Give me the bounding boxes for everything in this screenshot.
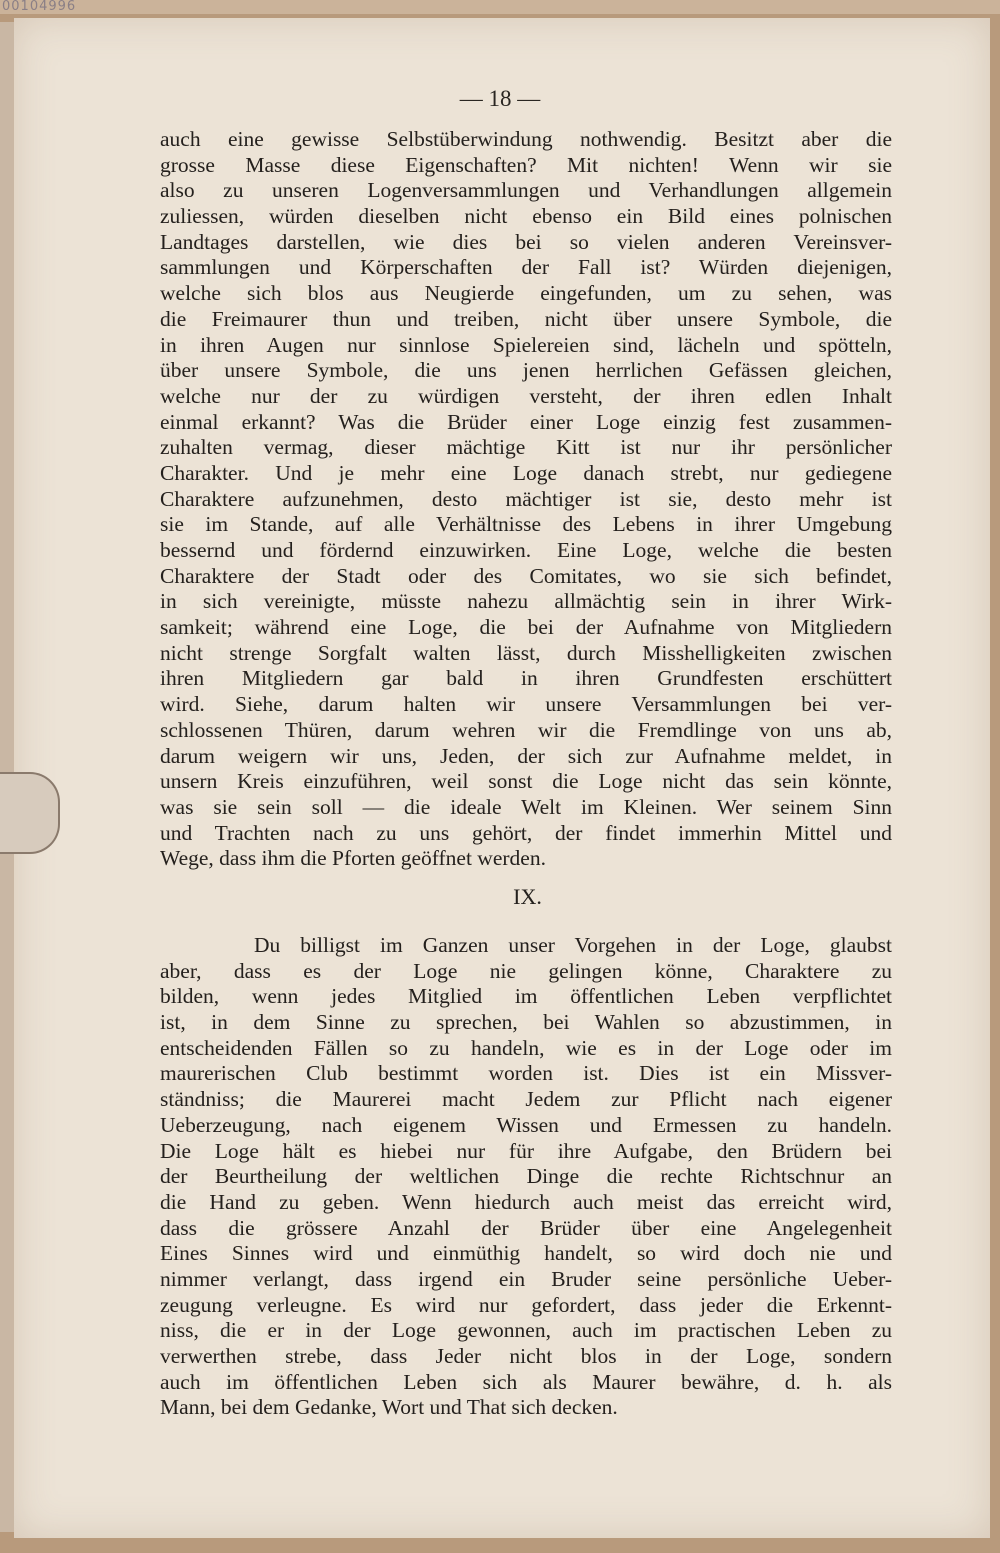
text-line: sammlungen und Körperschaften der Fall ist? Würden diejenigen, <box>160 255 892 280</box>
text-line: niss, die er in der Loge gewonnen, auch im practischen Leben zu <box>160 1318 892 1343</box>
text-line: in ihren Augen nur sinnlose Spielereien sind, lächeln und spötteln, <box>160 332 892 357</box>
text-line: die Hand zu geben. Wenn hiedurch auch meist das erreicht wird, <box>160 1189 892 1214</box>
paragraph-1 <box>160 127 892 872</box>
text-line: verwerthen strebe, dass Jeder nicht blos in der Loge, sondern <box>160 1344 892 1368</box>
text-line: Ueberzeugung, nach eigenem Wissen und Ermessen zu handeln. <box>160 1112 892 1137</box>
text-line: nimmer verlangt, dass irgend ein Bruder seine persönliche Ueber- <box>160 1266 892 1291</box>
text-line: Wege, dass ihm die Pforten geöffnet werden. <box>160 846 546 871</box>
text-line: die Freimaurer thun und treiben, nicht über unsere Symbole, die <box>160 306 892 331</box>
text-line: bessernd und fördernd einzuwirken. Eine Loge, welche die besten <box>160 538 892 562</box>
text-line: wird. Siehe, darum halten wir unsere Versammlungen bei ver- <box>160 692 892 717</box>
paragraph-2 <box>160 933 892 1421</box>
text-line: ständniss; die Maurerei macht Jedem zur Pflicht nach eigener <box>160 1087 892 1112</box>
text-line: dass die grössere Anzahl der Brüder über eine Angelegenheit <box>160 1215 892 1240</box>
text-line: welche sich blos aus Neugierde eingefunden, um zu sehen, was <box>160 281 892 306</box>
text-line: zuhalten vermag, dieser mächtige Kitt ist nur ihr persönlicher <box>160 435 892 460</box>
text-line: unsern Kreis einzuführen, weil sonst die Loge nicht das sein könnte, <box>160 769 892 794</box>
text-line: bilden, wenn jedes Mitglied im öffentlichen Leben verpflichtet <box>160 984 892 1009</box>
text-line: was sie sein soll — die ideale Welt im Kleinen. Wer seinem Sinn <box>160 794 892 819</box>
text-line: schlossenen Thüren, darum wehren wir die Fremdlinge von uns ab, <box>160 717 892 742</box>
text-line: auch im öffentlichen Leben sich als Maurer bewähre, d. h. als <box>160 1369 892 1394</box>
text-line: auch eine gewisse Selbstüberwindung nothwendig. Besitzt aber die <box>160 127 892 151</box>
section-heading: IX. <box>513 884 542 909</box>
text-line: darum weigern wir uns, Jeden, der sich zur Aufnahme meldet, in <box>160 743 892 768</box>
text-line: einmal erkannt? Was die Brüder einer Loge einzig fest zusammen- <box>160 409 892 434</box>
text-line: über unsere Symbole, die uns jenen herrlichen Gefässen gleichen, <box>160 358 892 383</box>
text-line: Charaktere aufzunehmen, desto mächtiger ist sie, desto mehr ist <box>160 486 892 511</box>
text-line: Mann, bei dem Gedanke, Wort und That sich decken. <box>160 1395 618 1420</box>
text-line: Eines Sinnes wird und einmüthig handelt, so wird doch nie und <box>160 1241 892 1266</box>
text-line: entscheidenden Fällen so zu handeln, wie es in der Loge oder im <box>160 1035 892 1060</box>
text-line: Charakter. Und je mehr eine Loge danach strebt, nur gediegene <box>160 460 892 485</box>
text-line: grosse Masse diese Eigenschaften? Mit nichten! Wenn wir sie <box>160 152 892 177</box>
text-line: Landtages darstellen, wie dies bei so vielen anderen Vereinsver- <box>160 229 892 254</box>
text-line: ihren Mitgliedern gar bald in ihren Grundfesten erschüttert <box>160 666 892 691</box>
text-line: zuliessen, würden dieselben nicht ebenso ein Bild eines polnischen <box>160 204 892 229</box>
text-line: Du billigst im Ganzen unser Vorgehen in der Loge, glaubst <box>254 933 892 957</box>
text-line: der Beurtheilung der weltlichen Dinge die rechte Richtschnur an <box>160 1164 892 1189</box>
text-line: Charaktere der Stadt oder des Comitates, wo sie sich befindet, <box>160 563 892 588</box>
text-line: nicht strenge Sorgfalt walten lässt, durch Misshelligkeiten zwischen <box>160 640 892 665</box>
text-line: und Trachten nach zu uns gehört, der findet immerhin Mittel und <box>160 820 892 845</box>
text-line: sie im Stande, auf alle Verhältnisse des Lebens in ihrer Umgebung <box>160 512 892 537</box>
text-line: welche nur der zu würdigen versteht, der ihren edlen Inhalt <box>160 383 892 408</box>
text-line: zeugung verleugne. Es wird nur gefordert, dass jeder die Erkennt- <box>160 1292 892 1317</box>
scan-id-label: 00104996 <box>0 0 1000 14</box>
bookmark-tab <box>0 772 60 854</box>
text-line: aber, dass es der Loge nie gelingen könne, Charaktere zu <box>160 958 892 983</box>
text-line: also zu unseren Logenversammlungen und Verhandlungen allgemein <box>160 178 892 203</box>
text-line: ist, in dem Sinne zu sprechen, bei Wahlen so abzustimmen, in <box>160 1010 892 1035</box>
text-line: maurerischen Club bestimmt worden ist. Dies ist ein Missver- <box>160 1061 892 1086</box>
text-line: samkeit; während eine Loge, die bei der Aufnahme von Mitgliedern <box>160 615 892 640</box>
page-number: — 18 — <box>459 86 541 111</box>
text-line: in sich vereinigte, müsste nahezu allmächtig sein in ihrer Wirk- <box>160 589 892 614</box>
text-line: Die Loge hält es hiebei nur für ihre Aufgabe, den Brüdern bei <box>160 1138 892 1163</box>
